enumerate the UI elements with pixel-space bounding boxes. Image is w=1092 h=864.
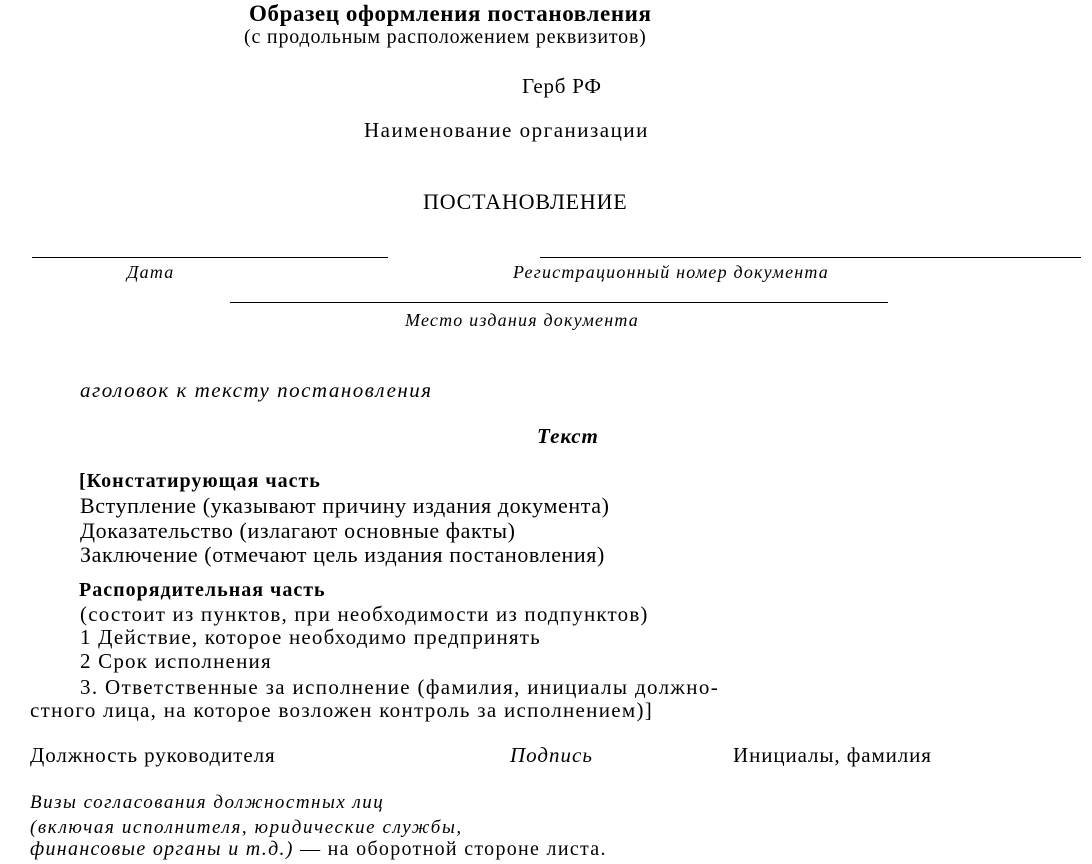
statement-item-evidence: Доказательство (излагают основные факты) <box>80 518 516 543</box>
order-item-continuation: стного лица, на которое возложен контроль за исполнением)] <box>30 698 654 722</box>
order-item-action: 1 Действие, которое необходимо предпринять <box>80 625 541 649</box>
text-heading: аголовок к тексту постановления <box>80 378 433 402</box>
organization-name: Наименование организации <box>364 118 649 142</box>
place-line <box>230 302 888 303</box>
order-title: Распорядительная часть <box>79 579 326 601</box>
statement-item-conclusion: Заключение (отмечают цель издания постановления) <box>80 542 605 567</box>
emblem-placeholder: Герб РФ <box>522 74 602 98</box>
approvals-line-1: Визы согласования должностных лиц <box>30 792 385 813</box>
approvals-line-3-rest: — на оборотной стороне листа. <box>293 838 607 860</box>
document-subtitle: (с продольным расположением реквизитов) <box>244 26 647 48</box>
document-title: Образец оформления постановления <box>249 1 652 26</box>
approvals-line-3 <box>30 838 607 861</box>
reg-number-line <box>540 257 1081 258</box>
date-label: Дата <box>127 262 175 282</box>
order-item-responsible: 3. Ответственные за исполнение (фамилия, инициалы должно- <box>80 675 720 699</box>
reg-number-label: Регистрационный номер документа <box>513 262 830 282</box>
signature-sign: Подпись <box>510 743 593 767</box>
order-intro: (состоит из пунктов, при необходимости из подпунктов) <box>80 602 649 626</box>
statement-title: [Констатирующая часть <box>79 470 321 492</box>
place-label: Место издания документа <box>405 310 639 330</box>
statement-item-intro: Вступление (указывают причину издания документа) <box>80 493 610 518</box>
approvals-line-3-italic: финансовые органы и т.д.) <box>30 838 294 860</box>
signature-position: Должность руководителя <box>30 743 276 767</box>
order-item-deadline: 2 Срок исполнения <box>80 649 272 673</box>
text-label: Текст <box>537 424 599 448</box>
approvals-line-2: (включая исполнителя, юридические службы, <box>30 817 463 838</box>
document-type: ПОСТАНОВЛЕНИЕ <box>423 189 628 214</box>
date-line <box>32 257 388 258</box>
signature-name: Инициалы, фамилия <box>733 743 932 767</box>
